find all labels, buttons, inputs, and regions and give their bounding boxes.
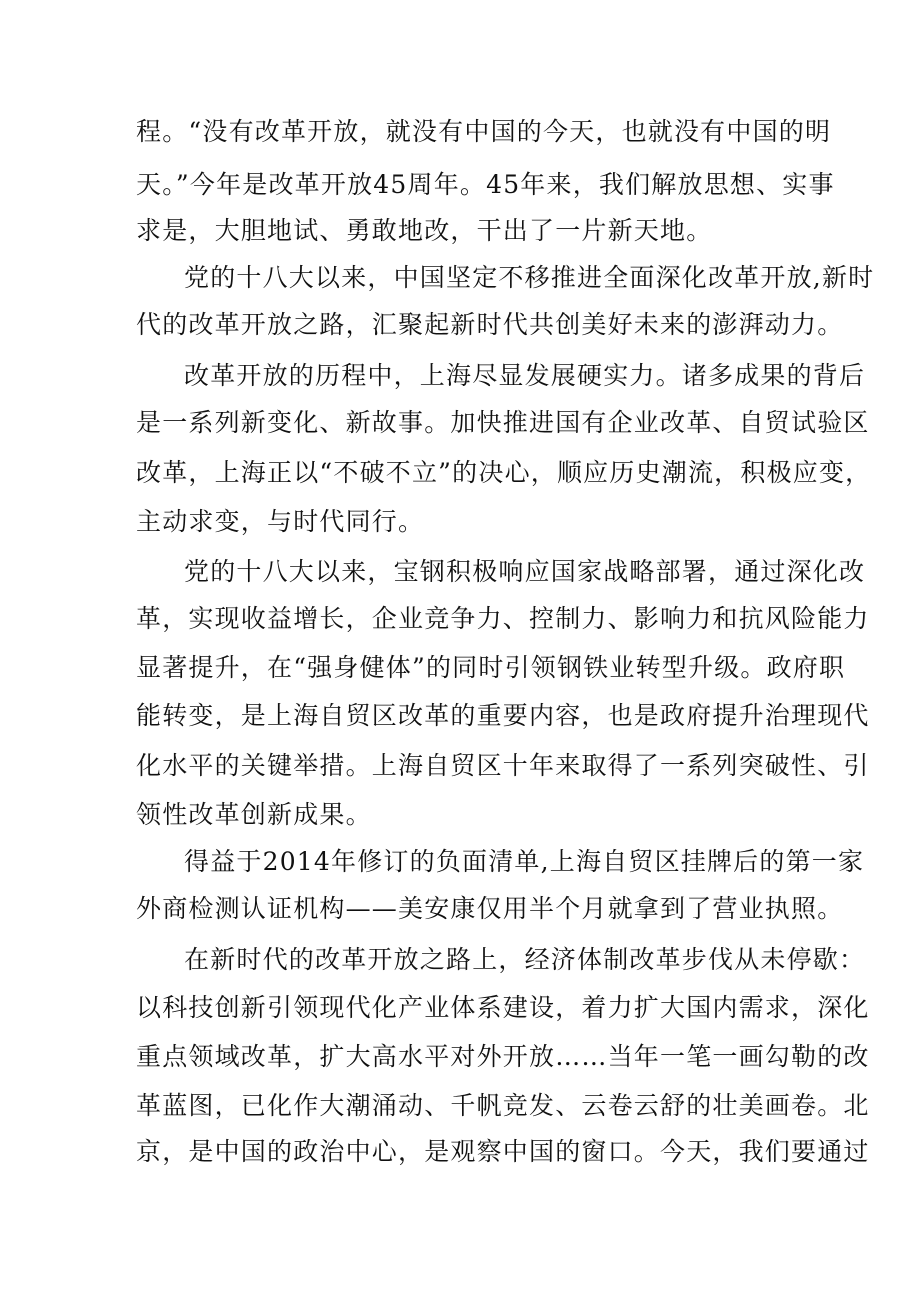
paragraph-start-line: 党的十八大以来，宝钢积极响应国家战略部署，通过深化改 — [184, 557, 866, 586]
text-line: 是一系列新变化、新故事。加快推进国有企业改革、自贸试验区 — [136, 408, 870, 437]
text-line: 求是，大胆地试、勇敢地改，干出了一片新天地。 — [136, 216, 713, 245]
text-line: 主动求变，与时代同行。 — [136, 507, 425, 536]
text-line: 代的改革开放之路，汇聚起新时代共创美好未来的澎湃动力。 — [136, 310, 844, 339]
text-line: 改革，上海正以“不破不立”的决心，顺应历史潮流，积极应变， — [136, 458, 872, 487]
text-line: 化水平的关键举措。上海自贸区十年来取得了一系列突破性、引 — [136, 751, 870, 780]
text-line: 能转变，是上海自贸区改革的重要内容，也是政府提升治理现代 — [136, 701, 870, 730]
text-line: 重点领域改革，扩大高水平对外开放……当年一笔一画勾勒的改 — [136, 1042, 870, 1071]
paragraph-start-line: 在新时代的改革开放之路上，经济体制改革步伐从未停歇： — [184, 945, 866, 974]
text-line: 天。”今年是改革开放45周年。45年来，我们解放思想、实事 — [136, 170, 835, 199]
text-line: 程。“没有改革开放，就没有中国的今天，也就没有中国的明 — [136, 117, 832, 146]
paragraph-start-line: 党的十八大以来，中国坚定不移推进全面深化改革开放,新时 — [184, 263, 875, 292]
text-line: 外商检测认证机构——美安康仅用半个月就拿到了营业执照。 — [136, 894, 844, 923]
text-line: 显著提升，在“强身健体”的同时引领钢铁业转型升级。政府职 — [136, 653, 846, 682]
text-line: 以科技创新引领现代化产业体系建设，着力扩大国内需求，深化 — [136, 993, 870, 1022]
paragraph-start-line: 改革开放的历程中，上海尽显发展硬实力。诸多成果的背后 — [184, 361, 866, 390]
text-line: 京，是中国的政治中心，是观察中国的窗口。今天，我们要通过 — [136, 1137, 870, 1166]
paragraph-start-line: 得益于2014年修订的负面清单,上海自贸区挂牌后的第一家 — [184, 847, 865, 876]
text-line: 革蓝图，已化作大潮涌动、千帆竞发、云卷云舒的壮美画卷。北 — [136, 1091, 870, 1120]
text-line: 领性改革创新成果。 — [136, 800, 372, 829]
text-line: 革，实现收益增长，企业竞争力、控制力、影响力和抗风险能力 — [136, 604, 870, 633]
